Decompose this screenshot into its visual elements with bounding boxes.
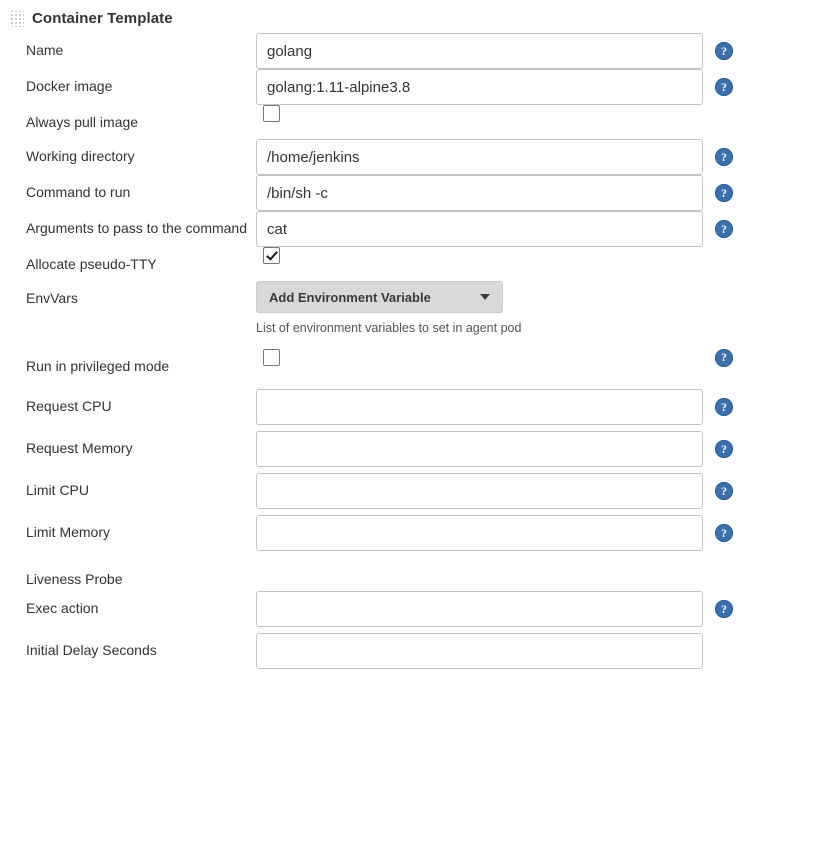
control-request-memory — [256, 431, 834, 467]
control-allocate-pseudo-tty — [256, 247, 834, 264]
initial-delay-seconds-input[interactable] — [256, 633, 703, 669]
help-icon-glyph: ? — [721, 79, 727, 94]
help-icon[interactable] — [715, 184, 733, 202]
help-icon[interactable] — [715, 220, 733, 238]
label-working-directory: Working directory — [26, 148, 135, 164]
field-row-always-pull-image — [0, 105, 834, 139]
label-limit-memory: Limit Memory — [26, 524, 111, 540]
help-icon-glyph: ? — [721, 43, 727, 58]
control-privileged-mode — [256, 349, 834, 366]
help-icon-glyph: ? — [721, 149, 727, 164]
field-row-working-directory — [0, 139, 834, 175]
field-row-arguments — [0, 211, 834, 247]
control-working-directory — [256, 139, 834, 175]
request-memory-input[interactable] — [256, 431, 703, 467]
control-limit-cpu — [256, 473, 834, 509]
name-input[interactable] — [256, 33, 703, 69]
help-icon[interactable] — [715, 398, 733, 416]
add-environment-variable-label: Add Environment Variable — [269, 289, 431, 305]
control-initial-delay-seconds — [256, 633, 834, 669]
help-icon[interactable] — [715, 600, 733, 618]
control-docker-image — [256, 69, 834, 105]
field-row-name — [0, 33, 834, 69]
label-exec-action: Exec action — [26, 600, 99, 616]
exec-action-input[interactable] — [256, 591, 703, 627]
label-allocate-pseudo-tty: Allocate pseudo-TTY — [26, 256, 157, 272]
page-title: Container Template — [32, 10, 173, 27]
label-arguments: Arguments to pass to the command — [26, 220, 247, 236]
always-pull-image-checkbox[interactable] — [263, 105, 280, 122]
help-icon[interactable] — [715, 482, 733, 500]
help-icon-glyph: ? — [721, 399, 727, 414]
section-header — [0, 0, 834, 33]
add-environment-variable-button[interactable] — [256, 281, 503, 313]
control-envvars — [256, 281, 834, 335]
help-icon[interactable] — [715, 349, 733, 367]
field-row-envvars — [0, 281, 834, 335]
help-icon-glyph: ? — [721, 601, 727, 616]
field-row-docker-image — [0, 69, 834, 105]
label-request-memory: Request Memory — [26, 440, 133, 456]
help-icon-glyph: ? — [721, 441, 727, 456]
spacer — [256, 313, 521, 321]
control-exec-action — [256, 591, 834, 627]
control-limit-memory — [256, 515, 834, 551]
envvars-dropdown-wrap — [256, 281, 521, 335]
help-icon[interactable] — [715, 78, 733, 96]
label-privileged-mode: Run in privileged mode — [26, 358, 170, 374]
chevron-down-icon — [480, 294, 490, 300]
field-row-request-memory — [0, 431, 834, 467]
control-command-to-run — [256, 175, 834, 211]
label-always-pull-image: Always pull image — [26, 114, 139, 130]
field-row-initial-delay-seconds — [0, 633, 834, 669]
label-name: Name — [26, 42, 64, 58]
help-icon-glyph: ? — [721, 483, 727, 498]
help-icon-glyph: ? — [721, 350, 727, 364]
field-row-privileged-mode — [0, 349, 834, 383]
help-icon-glyph: ? — [721, 221, 727, 236]
liveness-probe-heading: Liveness Probe — [26, 571, 123, 587]
request-cpu-input[interactable] — [256, 389, 703, 425]
label-request-cpu: Request CPU — [26, 398, 112, 414]
limit-cpu-input[interactable] — [256, 473, 703, 509]
privileged-mode-checkbox[interactable] — [263, 349, 280, 366]
help-icon[interactable] — [715, 524, 733, 542]
container-template-form — [0, 33, 834, 669]
control-request-cpu — [256, 389, 834, 425]
help-icon[interactable] — [715, 42, 733, 60]
control-name — [256, 33, 834, 69]
arguments-input[interactable] — [256, 211, 703, 247]
label-initial-delay-seconds: Initial Delay Seconds — [26, 642, 157, 658]
field-row-allocate-pseudo-tty — [0, 247, 834, 281]
help-icon[interactable] — [715, 440, 733, 458]
field-row-request-cpu — [0, 389, 834, 425]
envvars-description: List of environment variables to set in agent pod — [256, 321, 522, 335]
field-row-command-to-run — [0, 175, 834, 211]
limit-memory-input[interactable] — [256, 515, 703, 551]
help-icon[interactable] — [715, 148, 733, 166]
working-directory-input[interactable] — [256, 139, 703, 175]
field-row-limit-memory — [0, 515, 834, 551]
field-row-limit-cpu — [0, 473, 834, 509]
label-limit-cpu: Limit CPU — [26, 482, 90, 498]
docker-image-input[interactable] — [256, 69, 703, 105]
allocate-pseudo-tty-checkbox[interactable] — [263, 247, 280, 264]
field-row-exec-action — [0, 591, 834, 627]
drag-dots-icon[interactable] — [10, 11, 24, 27]
label-docker-image: Docker image — [26, 78, 113, 94]
control-always-pull-image — [256, 105, 834, 122]
command-to-run-input[interactable] — [256, 175, 703, 211]
help-icon-glyph: ? — [721, 185, 727, 200]
help-icon-glyph: ? — [721, 525, 727, 540]
label-envvars: EnvVars — [26, 290, 78, 306]
label-command-to-run: Command to run — [26, 184, 131, 200]
control-arguments — [256, 211, 834, 247]
